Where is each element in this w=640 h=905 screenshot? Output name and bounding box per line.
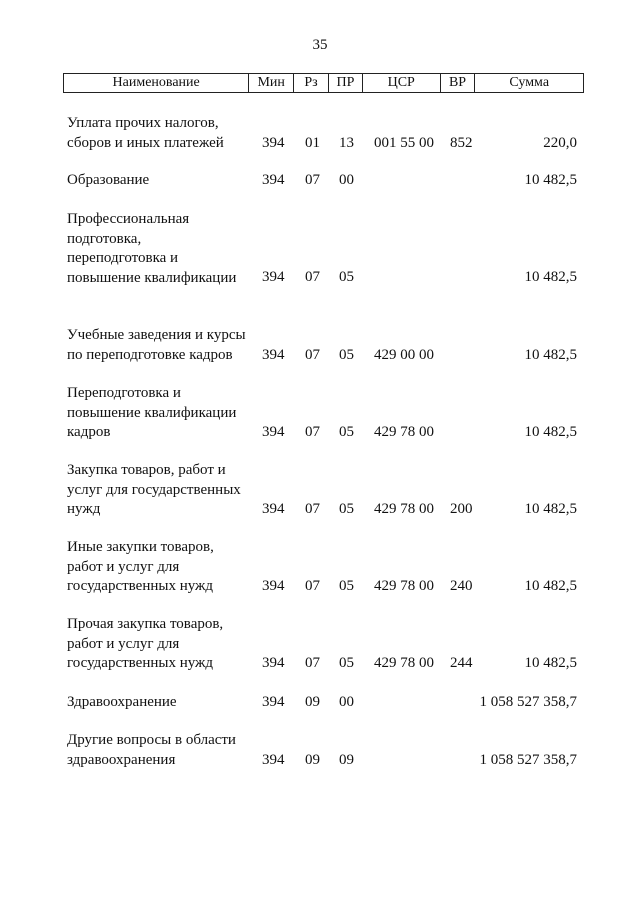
row-name: Профессиональная подготовка, переподготовка и повышение квалификации [67, 211, 237, 286]
row-sum: 10 482,5 [524, 578, 577, 594]
row-name: Здравоохранение [67, 694, 177, 710]
row-vr: 244 [450, 655, 473, 671]
row-sum: 10 482,5 [524, 501, 577, 517]
row-vr: 852 [450, 135, 473, 151]
row-sum: 220,0 [543, 135, 577, 151]
row-rz: 07 [305, 347, 320, 363]
table-row [0, 210, 640, 288]
row-rz: 09 [305, 694, 320, 710]
row-min: 394 [262, 269, 285, 285]
row-sum: 10 482,5 [524, 347, 577, 363]
row-name: Закупка товаров, работ и услуг для государственных нужд [67, 462, 241, 517]
row-rz: 07 [305, 578, 320, 594]
row-pr: 05 [339, 655, 354, 671]
row-min: 394 [262, 424, 285, 440]
row-name: Образование [67, 172, 150, 188]
row-sum: 1 058 527 358,7 [479, 752, 577, 768]
row-rz: 01 [305, 135, 320, 151]
header-sum: Сумма [509, 75, 550, 90]
row-csr: 429 00 00 [374, 347, 434, 363]
table-row [0, 461, 640, 520]
header-min: Мин [249, 74, 294, 92]
row-vr: 240 [450, 578, 473, 594]
row-min: 394 [262, 347, 285, 363]
row-min: 394 [262, 172, 285, 188]
row-name: Учебные заведения и курсы по переподготовке кадров [67, 327, 246, 363]
row-csr: 429 78 00 [374, 424, 434, 440]
row-min: 394 [262, 694, 285, 710]
row-pr: 05 [339, 578, 354, 594]
header-csr: ЦСР [363, 74, 441, 92]
row-min: 394 [262, 135, 285, 151]
row-name: Другие вопросы в области здравоохранения [67, 732, 236, 768]
row-min: 394 [262, 655, 285, 671]
header-vr: ВР [441, 74, 476, 92]
table-row [0, 114, 640, 153]
row-sum: 1 058 527 358,7 [479, 694, 577, 710]
row-name: Иные закупки товаров, работ и услуг для государственных нужд [67, 539, 214, 594]
row-pr: 05 [339, 501, 354, 517]
row-csr: 429 78 00 [374, 655, 434, 671]
row-min: 394 [262, 578, 285, 594]
table-row [0, 731, 640, 770]
header-name: Наименование [64, 74, 249, 92]
row-pr: 05 [339, 269, 354, 285]
row-rz: 07 [305, 269, 320, 285]
row-vr: 200 [450, 501, 473, 517]
table-header [63, 73, 584, 93]
table-row [0, 693, 640, 713]
page-number: 35 [312, 37, 328, 53]
row-rz: 07 [305, 655, 320, 671]
row-rz: 07 [305, 172, 320, 188]
table-row [0, 538, 640, 597]
row-pr: 00 [339, 694, 354, 710]
row-rz: 09 [305, 752, 320, 768]
row-csr: 429 78 00 [374, 578, 434, 594]
row-pr: 00 [339, 172, 354, 188]
header-pr: ПР [329, 74, 363, 92]
row-min: 394 [262, 501, 285, 517]
table-row [0, 615, 640, 674]
header-rz: Рз [294, 74, 329, 92]
row-sum: 10 482,5 [524, 269, 577, 285]
row-csr: 429 78 00 [374, 501, 434, 517]
row-pr: 05 [339, 347, 354, 363]
row-csr: 001 55 00 [374, 135, 434, 151]
row-rz: 07 [305, 424, 320, 440]
row-sum: 10 482,5 [524, 424, 577, 440]
row-name: Прочая закупка товаров, работ и услуг для государственных нужд [67, 616, 224, 671]
row-pr: 13 [339, 135, 354, 151]
row-name: Уплата прочих налогов, сборов и иных платежей [67, 115, 224, 151]
row-sum: 10 482,5 [524, 655, 577, 671]
row-pr: 09 [339, 752, 354, 768]
row-pr: 05 [339, 424, 354, 440]
table-row [0, 171, 640, 191]
table-row [0, 326, 640, 365]
row-min: 394 [262, 752, 285, 768]
row-name: Переподготовка и повышение квалификации кадров [67, 385, 237, 440]
row-rz: 07 [305, 501, 320, 517]
table-row [0, 384, 640, 443]
row-sum: 10 482,5 [524, 172, 577, 188]
